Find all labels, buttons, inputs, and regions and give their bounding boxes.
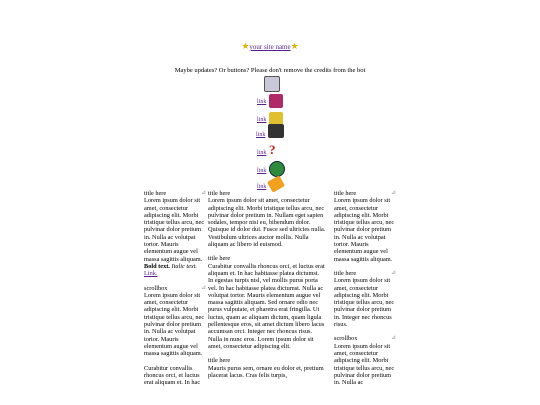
- left-scrollbox[interactable]: [144, 285, 206, 358]
- panel-text: Lorem ipsum dolor sit amet, consectetur adipiscing elit. Morbi tristique tellus arcu, nec pulvinar dolor pretium in. Nulla ac volutpat tortor. Mauris elementum augue vel massa sagittis aliquam.: [144, 197, 205, 263]
- inline-link[interactable]: Link.: [144, 270, 158, 278]
- italic-text: Italic text.: [171, 262, 197, 270]
- camera-icon: [268, 124, 284, 138]
- book-icon: [269, 94, 283, 108]
- panel-text: Lorem ipsum dolor sit amet, consectetur adipiscing elit. Morbi tristique tellus arcu, nec pulvinar dolor pretium in. Nulla ac: [334, 342, 395, 387]
- question-icon: ?: [269, 142, 276, 157]
- panel-title: title here: [208, 255, 231, 263]
- right-panel-2: [334, 270, 396, 328]
- panel-text: Curabitur convallis rhoncus orci, et luctus erat aliquam et. In hac: [144, 364, 201, 387]
- panel-corner-icon: ⊿: [390, 335, 396, 342]
- panel-text: Lorem ipsum dolor sit amet, consectetur adipiscing elit. Morbi tristique tellus arcu, nec pulvinar dolor pretium in. Integer nec rhoncus risus.: [334, 277, 395, 329]
- credits-text: Maybe updates? Or buttons? Please don't remove the credits from the bot: [174, 67, 366, 74]
- right-panel-1: [334, 190, 396, 263]
- panel-title: title here: [334, 190, 357, 197]
- monitor-icon: [264, 76, 280, 92]
- middle-panel-3: [208, 357, 326, 379]
- nav-link[interactable]: link: [257, 168, 267, 174]
- panel-title: scrollbox: [144, 284, 168, 292]
- panel-text: Curabitur convallis rhoncus orci, et luctus erat aliquam et. In hac habitasse platea dictumst. In egestas turpis nisl, vel mollis purus porta vel. In hac habitasse platea dictumst. Nulla ac volutpat tortor. Mauris elementum augue vel massa sagittis aliquam. Sed ornare odio nec purus vulputate, et pharetra erat fringilla. Ut luctus, quam ac aliquam dictum, quam ligula pellentesque eros, sit amet dictum libero lacus accumsan orci. Integer nec rhoncus risus. Nulla in nunc eros. Lorem ipsum dolor sit amet, consectetur adipiscing elit.: [208, 262, 325, 350]
- panel-text: Lorem ipsum dolor sit amet, consectetur adipiscing elit. Morbi tristique tellus arcu, nec pulvinar dolor pretium in. Nullam eget sapien sodales, tempor nisi eu, bibendum dolor. Quisque id dolor dui. Fusce sed ultricies nulla. Vestibulum ultrices auctor mollis. Nulla aliquam ac libero id euismod.: [208, 197, 326, 249]
- right-scrollbox[interactable]: [334, 335, 396, 386]
- panel-corner-icon: ⊿: [390, 269, 396, 276]
- panel-text: Mauris purus sem, ornare eu dolor et, pretium placerat lacus. Cras felis turpis,: [208, 364, 324, 379]
- middle-panel-1: [208, 190, 326, 248]
- nav-link[interactable]: link: [257, 99, 267, 105]
- middle-panel-2: [208, 255, 326, 350]
- panel-title: title here: [208, 190, 231, 197]
- left-column: [144, 190, 206, 393]
- panel-title: title here: [208, 357, 231, 365]
- left-panel-3: [144, 365, 206, 387]
- right-column: [334, 190, 396, 393]
- star-icon: ★: [290, 41, 299, 51]
- nav-link[interactable]: link: [256, 132, 266, 138]
- left-panel-1: [144, 190, 206, 278]
- nav-link[interactable]: link: [257, 150, 267, 156]
- site-header: [0, 41, 540, 52]
- globe-icon: [269, 161, 285, 177]
- panel-title: title here: [334, 269, 357, 277]
- panel-title: scrollbox: [334, 335, 358, 343]
- star-icon: ★: [241, 41, 250, 51]
- panel-title: title here: [144, 190, 167, 197]
- panel-text: Lorem ipsum dolor sit amet, consectetur adipiscing elit. Morbi tristique tellus arcu, nec pulvinar dolor pretium in. Nulla ac volutpat tortor. Mauris elementum augue vel massa sagittis aliquam.: [334, 197, 395, 263]
- bold-text: Bold text.: [144, 262, 170, 270]
- nav-link[interactable]: link: [257, 117, 267, 123]
- panel-corner-icon: ⊿: [390, 190, 396, 196]
- panel-corner-icon: ⊿: [200, 284, 206, 291]
- site-title-link[interactable]: your site name: [249, 43, 291, 51]
- nav-link[interactable]: link: [257, 184, 267, 190]
- middle-column: [208, 190, 326, 386]
- panel-corner-icon: ⊿: [200, 190, 206, 196]
- panel-text: Lorem ipsum dolor sit amet, consectetur adipiscing elit. Morbi tristique tellus arcu, nec pulvinar dolor pretium in. Nulla ac volutpat tortor. Mauris elementum augue vel massa sagittis aliquam.: [144, 291, 205, 358]
